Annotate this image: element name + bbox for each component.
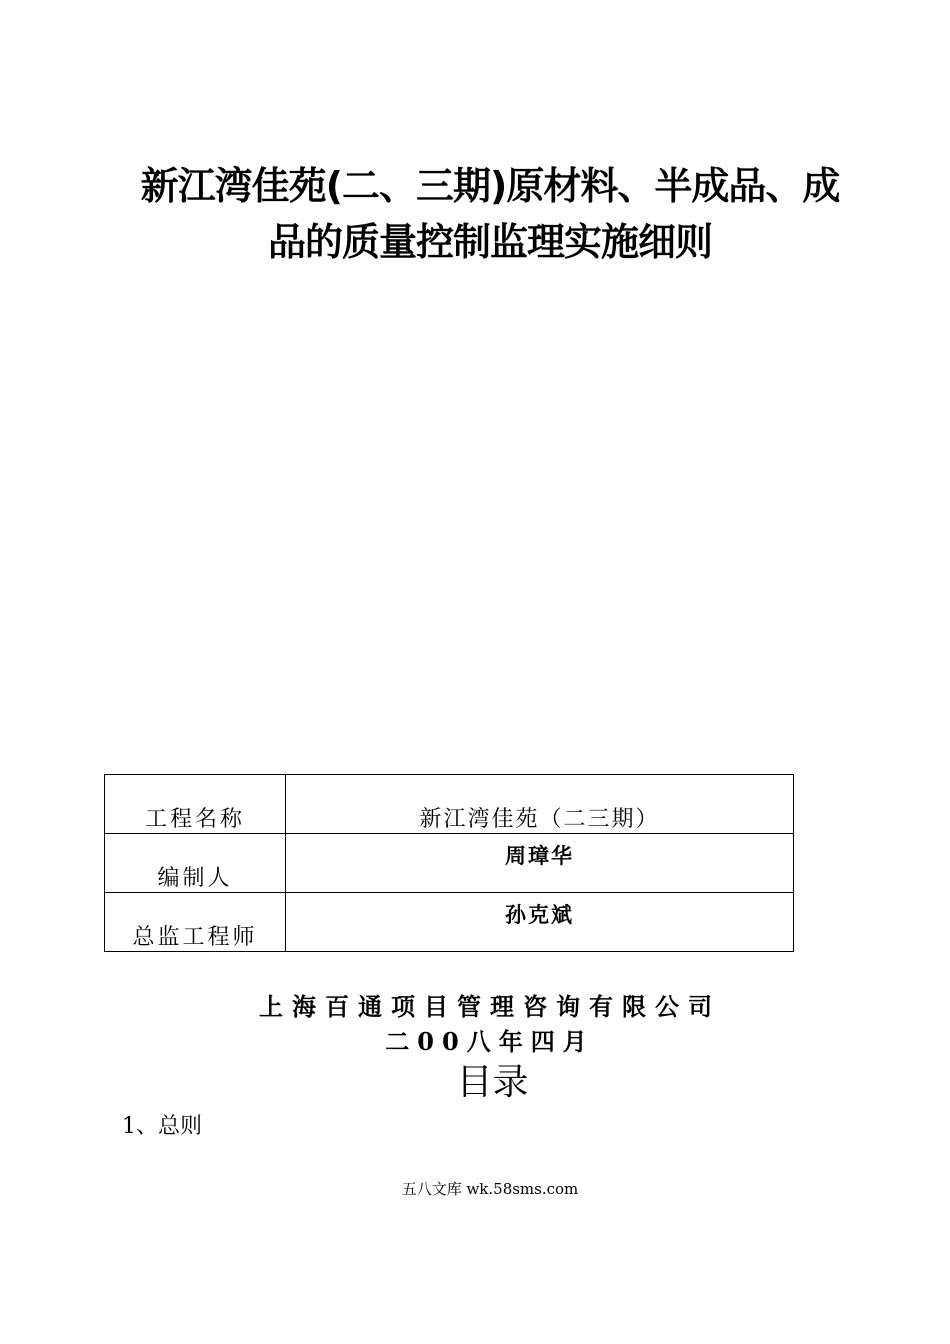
- project-name-label: 工程名称: [105, 775, 286, 834]
- table-row: [105, 775, 794, 834]
- table-row: [105, 834, 794, 893]
- company-name: 上海百通项目管理咨询有限公司: [259, 992, 721, 1021]
- project-info-table: [104, 774, 794, 952]
- document-date: 二00八年四月: [385, 1027, 595, 1056]
- chief-engineer-value: 孙克斌: [286, 893, 794, 952]
- document-title-line-1: 新江湾佳苑(二、三期)原材料、半成品、成: [140, 164, 840, 208]
- footer-watermark: 五八文库 wk.58sms.com: [401, 1180, 579, 1198]
- author-label: 编制人: [105, 834, 286, 893]
- author-value: 周璋华: [286, 834, 794, 893]
- table-row: [105, 893, 794, 952]
- document-title-line-2: 品的质量控制监理实施细则: [267, 220, 712, 264]
- chief-engineer-label: 总监工程师: [105, 893, 286, 952]
- toc-title: 目录: [456, 1062, 529, 1103]
- document-title: [95, 158, 885, 270]
- toc-item[interactable]: 1、总则: [122, 1114, 202, 1139]
- project-name-value: 新江湾佳苑（二三期）: [286, 775, 794, 834]
